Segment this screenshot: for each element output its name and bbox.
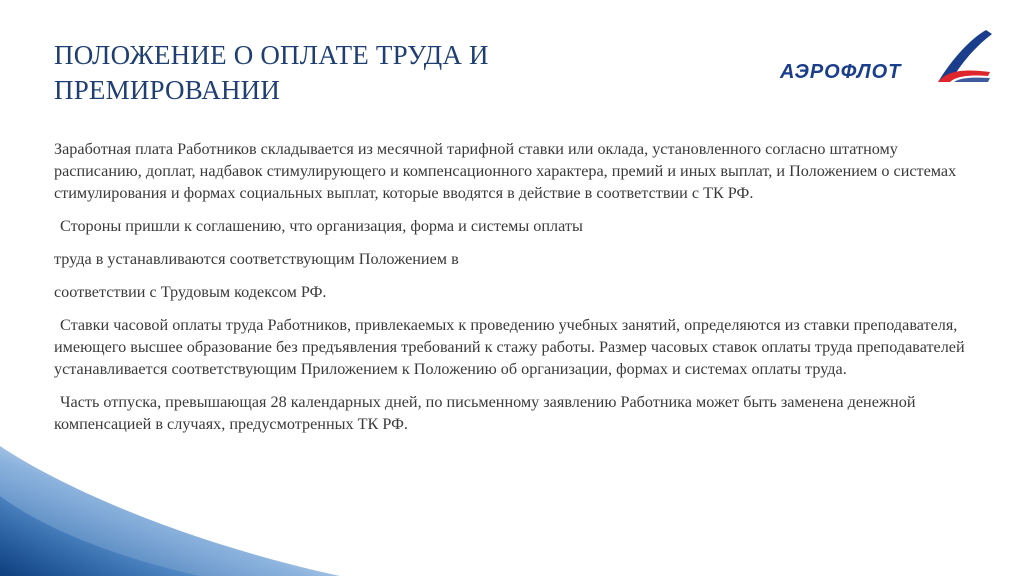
title-line-1: ПОЛОЖЕНИЕ О ОПЛАТЕ ТРУДА И <box>54 40 489 70</box>
paragraph-agreement-cont: труда в устанавливаются соответствующим Положением в <box>54 250 459 268</box>
corner-decoration <box>0 446 340 576</box>
page-title <box>54 38 654 108</box>
slide-body <box>54 138 982 435</box>
aeroflot-logo <box>772 28 994 84</box>
paragraph-agreement-end: соответствии с Трудовым кодексом РФ. <box>54 283 327 301</box>
paragraph-hourly-rates: Ставки часовой оплаты труда Работников, привлекаемых к проведению учебных занятий, определяются из ставки преподавателя, имеющего высшее образование без предъявления требований к стажу работы. Размер часовых ставок оплаты труда преподавателей устанавливается соответствующим Приложением к Положению об организации, формах и системах оплаты труда. <box>54 316 965 378</box>
paragraph-salary: Заработная плата Работников складывается из месячной тарифной ставки или оклада, установленного согласно штатному расписанию, доплат, надбавок стимулирующего и компенсационного характера, премий и иных выплат, и Положением о системах стимулирования и формах социальных выплат, которые вводятся в действие в соответствии с ТК РФ. <box>54 140 957 202</box>
paragraph-vacation: Часть отпуска, превышающая 28 календарных дней, по письменному заявлению Работника может быть заменена денежной компенсацией в случаях, предусмотренных ТК РФ. <box>54 393 916 433</box>
logo-text: АЭРОФЛОТ <box>780 61 902 83</box>
title-line-2: ПРЕМИРОВАНИИ <box>54 75 281 105</box>
paragraph-agreement: Стороны пришли к соглашению, что организация, форма и системы оплаты <box>60 217 583 235</box>
aeroflot-wing-icon <box>924 28 994 84</box>
